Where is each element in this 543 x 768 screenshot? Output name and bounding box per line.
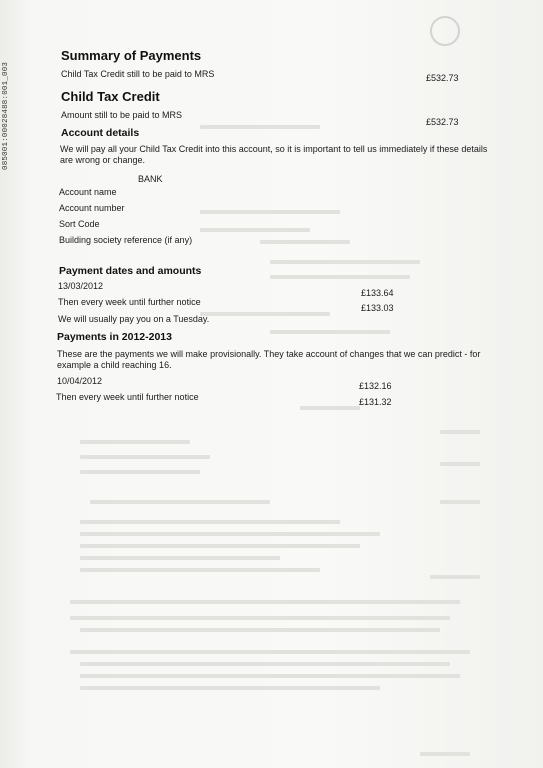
summary-line-label: Child Tax Credit still to be paid to MRS (61, 69, 215, 79)
show-through-line (420, 752, 470, 756)
show-through-line (430, 575, 480, 579)
side-reference-code: 085001:00028488:001_003 (2, 61, 10, 170)
show-through-line (200, 210, 340, 214)
show-through-line (80, 520, 340, 524)
show-through-line (80, 440, 190, 444)
payments-2012-intro: These are the payments we will make provisionally. They take account of changes that we can predict - for example a child reaching 16. (57, 349, 481, 370)
show-through-line (440, 430, 480, 434)
show-through-line (270, 275, 410, 279)
payment-day-note: We will usually pay you on a Tuesday. (58, 314, 210, 324)
payments-2012-heading: Payments in 2012-2013 (57, 331, 172, 343)
show-through-line (440, 462, 480, 466)
account-intro: We will pay all your Child Tax Credit into this account, so it is important to tell us immediately if these details are wrong or change. (60, 144, 488, 165)
show-through-line (80, 556, 280, 560)
ctc-heading: Child Tax Credit (61, 89, 160, 104)
payments-2012-row-amount: £132.16 (359, 381, 392, 391)
show-through-line (260, 240, 350, 244)
show-through-line (270, 260, 420, 264)
show-through-line (80, 568, 320, 572)
show-through-line (90, 500, 270, 504)
summary-amount: £532.73 (426, 73, 459, 83)
show-through-line (80, 628, 440, 632)
account-heading: Account details (61, 127, 140, 139)
payments-2012-row-label: 10/04/2012 (57, 376, 103, 386)
show-through-line (70, 616, 450, 620)
ctc-amount: £532.73 (426, 117, 459, 127)
show-through-line (80, 686, 380, 690)
account-name-label: Account name (59, 187, 117, 197)
show-through-line (200, 125, 320, 129)
payment-date-row-amount: £133.03 (361, 303, 394, 313)
show-through-line (80, 455, 210, 459)
show-through-line (80, 470, 200, 474)
account-number-label: Account number (59, 203, 125, 213)
show-through-line (70, 600, 460, 604)
payment-dates-heading: Payment dates and amounts (59, 265, 202, 277)
show-through-line (80, 532, 380, 536)
payment-date-row-label: Then every week until further notice (58, 297, 201, 307)
show-through-line (300, 406, 360, 410)
show-through-line (200, 228, 310, 232)
ctc-line-label: Amount still to be paid to MRS (61, 110, 183, 120)
payment-date-row-amount: £133.64 (361, 288, 394, 298)
bank-label: BANK (138, 174, 163, 184)
show-through-line (80, 544, 360, 548)
show-through-line (70, 650, 470, 654)
summary-heading: Summary of Payments (61, 48, 202, 63)
show-through-line (270, 330, 390, 334)
show-through-logo (430, 16, 460, 46)
payment-date-row-label: 13/03/2012 (58, 281, 104, 291)
payments-2012-row-label: Then every week until further notice (56, 392, 199, 402)
show-through-line (80, 662, 450, 666)
show-through-line (200, 312, 330, 316)
payments-2012-row-amount: £131.32 (359, 397, 392, 407)
building-society-ref-label: Building society reference (if any) (59, 235, 193, 245)
sort-code-label: Sort Code (59, 219, 100, 229)
show-through-line (80, 674, 460, 678)
show-through-line (440, 500, 480, 504)
